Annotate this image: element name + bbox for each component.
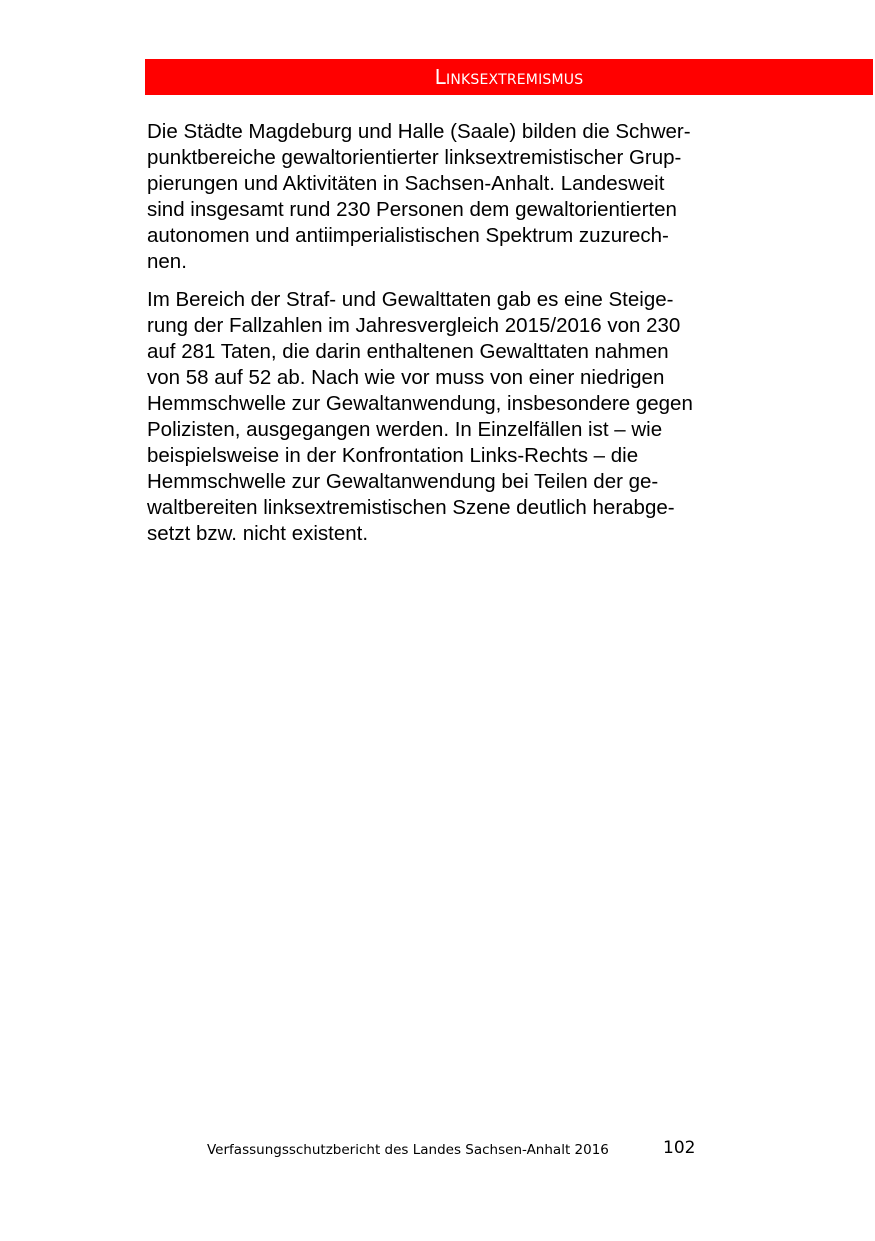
body-paragraph: Die Städte Magdeburg und Halle (Saale) bilden die Schwer- punktbereiche gewaltorientierter linksextremistischer Grup- pierungen und Aktivitäten in Sachsen-Anhalt. Landesweit sind insgesamt rund 230 Personen dem gewaltorientierten autonomen und antiimperialistischen Spektrum zuzurech- nen. (147, 120, 691, 273)
section-title: Linksextremismus (434, 65, 584, 89)
footer-publication-title: Verfassungsschutzbericht des Landes Sachsen-Anhalt 2016 (207, 1142, 609, 1158)
body-paragraph: Im Bereich der Straf- und Gewalttaten gab es eine Steige- rung der Fallzahlen im Jahresvergleich 2015/2016 von 230 auf 281 Taten, die darin enthaltenen Gewalttaten nahmen von 58 auf 52 ab. Nach wie vor muss von einer niedrigen Hemmschwelle zur Gewaltanwendung, insbesondere gegen Polizisten, ausgegangen werden. In Einzelfällen ist – wie beispielsweise in der Konfrontation Links-Rechts – die Hemmschwelle zur Gewaltanwendung bei Teilen der ge- waltbereiten linksextremistischen Szene deutlich herabge- setzt bzw. nicht existent. (147, 288, 693, 545)
page-footer (0, 1138, 875, 1162)
main-content (147, 119, 763, 547)
page-number: 102 (663, 1138, 696, 1158)
section-header-bar (145, 59, 873, 95)
